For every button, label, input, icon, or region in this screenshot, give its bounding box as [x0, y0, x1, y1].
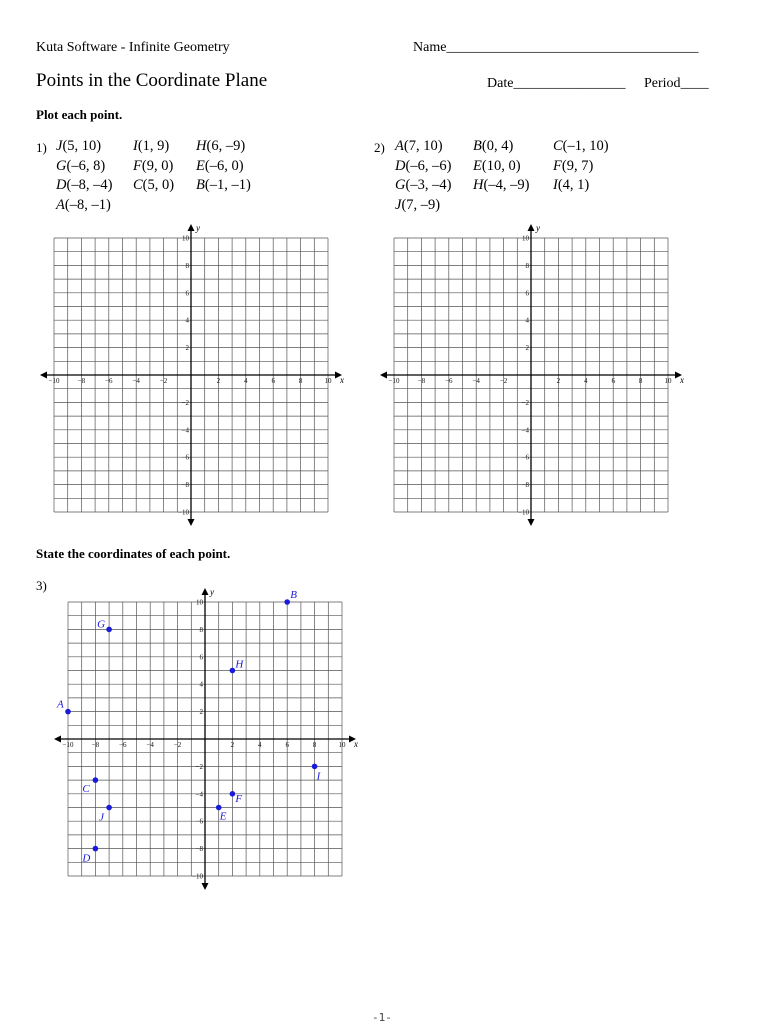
y-tick-label: 8: [199, 625, 203, 634]
plotted-point: [93, 846, 99, 852]
point-entry: [473, 157, 521, 177]
plotted-point: [65, 709, 71, 715]
point-label: F: [133, 157, 142, 174]
y-axis-label: y: [210, 587, 214, 597]
y-axis-arrow-bottom: [528, 519, 535, 526]
problem-number: 3): [36, 578, 47, 593]
point-coordinates: (4, 1): [557, 177, 590, 193]
point-coordinates: (0, 4): [481, 138, 514, 154]
point-entry: [56, 137, 101, 157]
y-tick-label: −10: [178, 508, 189, 517]
point-label: A: [56, 196, 65, 213]
point-coordinates: (–8, –4): [66, 177, 113, 193]
point-label: I: [553, 177, 558, 193]
x-tick-label: 6: [611, 377, 615, 385]
plotted-point: [93, 777, 99, 783]
point-label: G: [56, 157, 67, 174]
point-label: I: [316, 770, 321, 783]
problem-number: 2): [374, 140, 385, 155]
point-label: D: [395, 157, 406, 174]
x-tick-label: 8: [298, 377, 303, 385]
point-label: H: [235, 658, 244, 671]
y-tick-label: 2: [199, 708, 203, 717]
plotted-point: [106, 805, 112, 811]
x-tick-label: −10: [48, 377, 60, 385]
x-tick-label: −2: [159, 377, 168, 385]
point-coordinates: (–4, –9): [483, 177, 530, 193]
y-tick-label: −6: [181, 453, 189, 462]
point-coordinates: (–8, –1): [64, 196, 111, 213]
x-tick-label: 4: [584, 377, 588, 385]
point-entry: [395, 176, 451, 196]
y-tick-label: 6: [185, 289, 189, 298]
y-axis-label: y: [196, 223, 200, 233]
x-tick-label: −8: [417, 377, 426, 385]
x-tick-label: −6: [105, 377, 113, 385]
y-tick-label: −4: [181, 426, 189, 435]
point-entry: [395, 137, 443, 157]
y-tick-label: 6: [525, 289, 529, 298]
point-label: F: [235, 792, 243, 805]
point-coordinates: (5, 10): [62, 138, 102, 154]
x-tick-label: 2: [230, 741, 235, 749]
point-label: H: [196, 138, 207, 154]
point-entry: [473, 176, 529, 196]
y-tick-label: −6: [521, 453, 529, 462]
y-axis-label: y: [536, 223, 540, 233]
publisher-line: Kuta Software - Infinite Geometry: [36, 40, 230, 55]
y-tick-label: −10: [192, 872, 203, 881]
plotted-point: [284, 599, 290, 605]
page-number: -1-: [372, 1011, 392, 1024]
x-tick-label: −4: [132, 377, 140, 385]
period-blank: ____: [680, 76, 709, 91]
point-label: A: [57, 698, 64, 711]
y-axis-arrow-top: [528, 224, 535, 231]
point-coordinates: (1, 9): [137, 138, 170, 154]
coordinate-plane-problem-3: [50, 586, 360, 896]
y-tick-label: 8: [525, 261, 529, 270]
x-tick-label: 4: [244, 377, 248, 385]
x-axis-label: x: [354, 739, 358, 749]
point-entry: [133, 176, 174, 196]
point-entry: [553, 157, 593, 177]
x-tick-label: 6: [285, 741, 289, 749]
point-entry: [395, 157, 451, 177]
point-coordinates: (–1, 10): [562, 138, 609, 154]
y-tick-label: 4: [185, 316, 189, 325]
y-tick-label: 10: [196, 598, 203, 607]
point-coordinates: (–3, –4): [405, 177, 452, 193]
worksheet-title: Points in the Coordinate Plane: [36, 70, 268, 91]
point-label: J: [395, 196, 402, 213]
period-field[interactable]: [644, 76, 709, 92]
point-coordinates: (7, 10): [403, 138, 443, 154]
point-entry: [553, 137, 609, 157]
point-label: E: [473, 157, 482, 174]
x-tick-label: 4: [258, 741, 262, 749]
y-tick-label: 4: [199, 680, 203, 689]
plotted-point: [230, 668, 236, 674]
point-coordinates: (–6, 8): [66, 157, 106, 174]
point-coordinates: (10, 0): [481, 157, 521, 174]
x-tick-label: 2: [216, 377, 221, 385]
point-coordinates: (5, 0): [142, 177, 175, 193]
point-label: C: [553, 138, 563, 154]
y-tick-label: −2: [521, 398, 529, 407]
y-tick-label: −6: [195, 817, 203, 826]
date-label: Date: [487, 76, 514, 91]
name-blank: ____________________________________: [446, 40, 699, 55]
y-tick-label: −8: [195, 845, 203, 854]
x-tick-label: −8: [91, 741, 100, 749]
point-label: J: [56, 138, 63, 154]
point-label: D: [56, 177, 67, 193]
x-tick-label: −2: [173, 741, 182, 749]
x-tick-label: 8: [312, 741, 317, 749]
x-axis-arrow-left: [40, 372, 47, 379]
point-entry: [473, 137, 513, 157]
plotted-point: [312, 764, 318, 770]
x-axis-arrow-left: [380, 372, 387, 379]
point-label: E: [196, 157, 205, 174]
x-axis-label: x: [680, 375, 684, 385]
y-tick-label: 6: [199, 653, 203, 662]
x-tick-label: 2: [556, 377, 561, 385]
y-tick-label: 4: [525, 316, 529, 325]
point-label: B: [473, 138, 482, 154]
point-coordinates: (7, –9): [401, 196, 441, 213]
point-entry: [196, 157, 244, 177]
x-tick-label: −4: [472, 377, 480, 385]
point-label: H: [473, 177, 484, 193]
point-label: I: [133, 138, 138, 154]
point-entry: [56, 176, 112, 196]
point-entry: [395, 196, 440, 216]
plotted-point: [230, 791, 236, 797]
point-label: G: [395, 177, 406, 193]
date-field[interactable]: [487, 76, 625, 92]
y-tick-label: −8: [521, 481, 529, 490]
point-entry: [553, 176, 589, 196]
x-tick-label: −6: [119, 741, 127, 749]
coordinate-plane-problem-2[interactable]: [376, 222, 686, 532]
point-entry: [56, 196, 111, 216]
name-field[interactable]: [413, 40, 698, 56]
point-coordinates: (–1, –1): [204, 177, 251, 193]
point-label: G: [97, 618, 106, 631]
x-tick-label: 6: [271, 377, 275, 385]
x-tick-label: 10: [664, 377, 672, 385]
name-label: Name: [413, 40, 447, 55]
y-tick-label: 8: [185, 261, 189, 270]
point-entry: [196, 137, 245, 157]
section-heading-plot: Plot each point.: [36, 107, 123, 122]
y-tick-label: −10: [518, 508, 529, 517]
y-axis-arrow-bottom: [202, 883, 209, 890]
point-coordinates: (6, –9): [206, 138, 246, 154]
x-tick-label: −6: [445, 377, 453, 385]
point-coordinates: (9, 0): [141, 157, 174, 174]
x-tick-label: −2: [499, 377, 508, 385]
y-axis-arrow-bottom: [188, 519, 195, 526]
date-blank: ________________: [513, 76, 626, 91]
point-label: E: [219, 810, 227, 823]
point-coordinates: (–6, –6): [405, 157, 452, 174]
x-tick-label: 10: [324, 377, 332, 385]
point-label: C: [133, 177, 143, 193]
y-tick-label: 2: [525, 344, 529, 353]
x-tick-label: 10: [338, 741, 346, 749]
y-tick-label: 2: [185, 344, 189, 353]
x-axis-arrow-left: [54, 736, 61, 743]
y-tick-label: 10: [522, 234, 529, 243]
point-label: F: [553, 157, 562, 174]
y-tick-label: −2: [181, 398, 189, 407]
point-entry: [133, 157, 173, 177]
point-coordinates: (9, 7): [561, 157, 594, 174]
point-entry: [196, 176, 251, 196]
point-coordinates: (–6, 0): [204, 157, 244, 174]
y-tick-label: −2: [195, 762, 203, 771]
section-heading-state: State the coordinates of each point.: [36, 546, 231, 561]
point-label: A: [395, 138, 404, 154]
point-entry: [56, 157, 105, 177]
y-tick-label: −4: [195, 790, 203, 799]
y-axis-arrow-top: [202, 588, 209, 595]
point-label: J: [99, 811, 104, 824]
x-tick-label: −8: [77, 377, 86, 385]
point-label: B: [290, 589, 297, 601]
y-axis-arrow-top: [188, 224, 195, 231]
problem-number: 1): [36, 140, 47, 155]
coordinate-plane-problem-1[interactable]: [36, 222, 346, 532]
point-entry: [133, 137, 169, 157]
x-tick-label: 8: [638, 377, 643, 385]
point-label: B: [196, 177, 205, 193]
plotted-point: [106, 627, 112, 633]
y-tick-label: 10: [182, 234, 189, 243]
x-tick-label: −10: [388, 377, 400, 385]
point-label: D: [82, 852, 91, 865]
x-axis-label: x: [340, 375, 344, 385]
point-label: C: [82, 783, 90, 796]
y-tick-label: −4: [521, 426, 529, 435]
x-tick-label: −4: [146, 741, 154, 749]
x-tick-label: −10: [62, 741, 74, 749]
plotted-point: [216, 805, 222, 811]
period-label: Period: [644, 76, 681, 91]
y-tick-label: −8: [181, 481, 189, 490]
